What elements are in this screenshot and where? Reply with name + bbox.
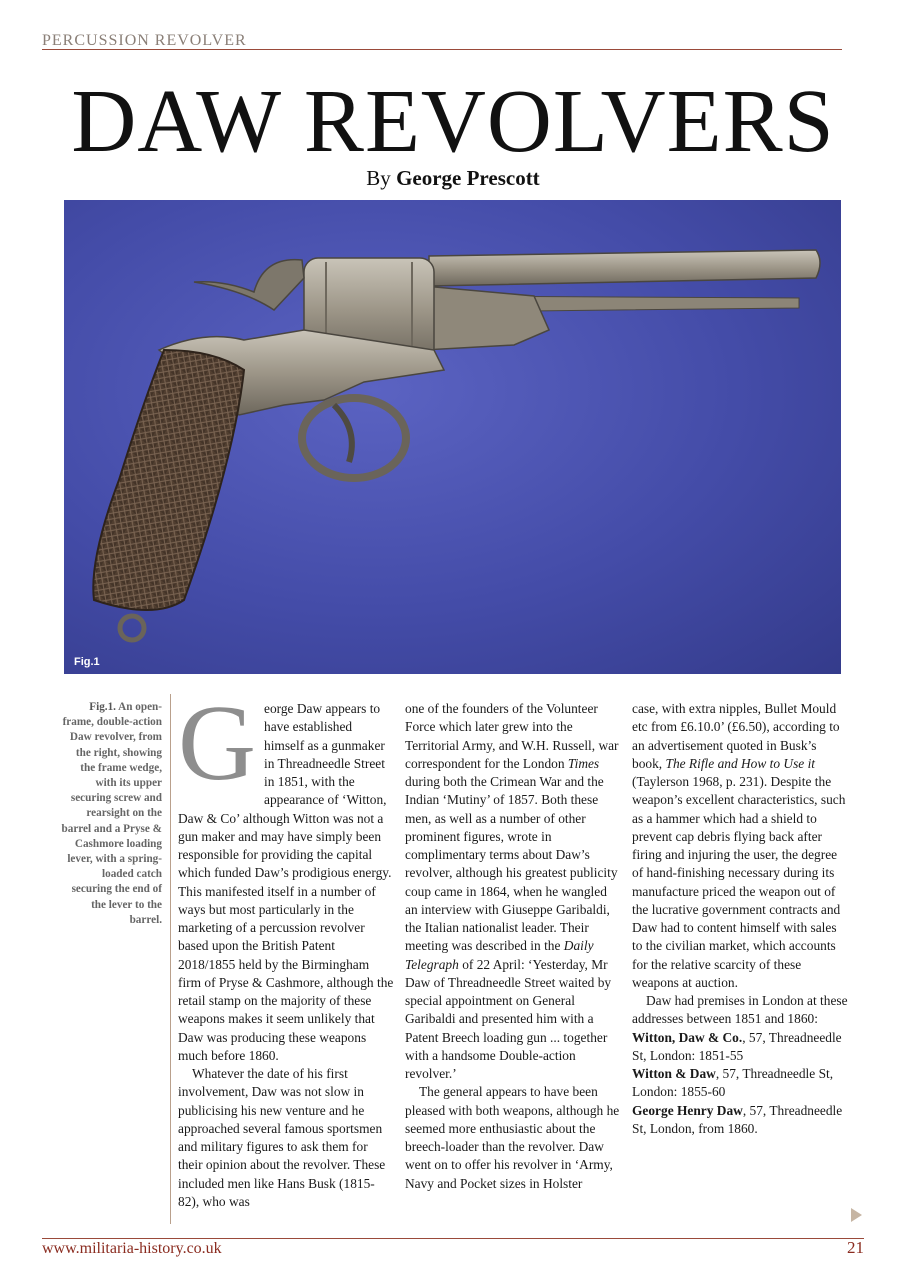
publication-title: Daily Telegraph bbox=[405, 938, 594, 972]
publication-title: Times bbox=[567, 755, 600, 771]
address-detail: , 57, Threadneedle St, London, from 1860. bbox=[632, 1102, 843, 1136]
paragraph-text: eorge Daw appears to have established himself as a gunmaker in Threadneedle Street in 1851, with the appearance of ‘Witton, Daw & Co’ although Witton was not a gun maker and may have simply been responsible for providing the capital which funded Daw’s prodigious energy. This manifested itself in a number of ways but most particularly in the marketing of a percussion revolver based upon the British Patent 2018/1855 held by the Birmingham firm of Pryse & Cashmore, although the retail stamp on the majority of these weapons makes it seem unlikely that Daw was producing these weapons much before 1860. bbox=[178, 701, 394, 1063]
article-title: DAW REVOLVERS bbox=[71, 72, 835, 171]
byline bbox=[0, 166, 906, 191]
address-name: George Henry Daw bbox=[632, 1102, 743, 1118]
caption-fig-number: Fig.1. bbox=[89, 701, 116, 713]
revolver-illustration bbox=[64, 200, 841, 674]
figure-label: Fig.1 bbox=[74, 656, 100, 668]
revolver-photo bbox=[64, 200, 841, 674]
continue-arrow-icon bbox=[851, 1208, 862, 1222]
checkered-grip bbox=[93, 350, 244, 610]
footer-divider bbox=[42, 1238, 864, 1239]
paragraph-text: during both the Crimean War and the Indian ‘Mutiny’ of 1857. Both these men, as well as a number of other prominent figures, wrote in complimentary terms about Daw’s revolver, although his greatest publicity coup came in 1864, when he wangled an interview with Giuseppe Garibaldi, the Italian nationalist leader. Their meeting was described in the bbox=[405, 774, 618, 954]
paragraph bbox=[632, 700, 848, 992]
address-entry bbox=[632, 1065, 848, 1102]
address-entry bbox=[632, 1102, 848, 1139]
caption-divider bbox=[170, 694, 171, 1224]
paragraph-text: (Taylerson 1968, p. 231). Despite the weapon’s excellent characteristics, such as a hammer which had a shield to prevent cap debris flying back after firing and injuring the user, the degree of hand-finishing necessary during its manufacture priced the weapon out of the lucrative government contracts and Daw had to content himself with sales to the civilian market, which accounts for the relative scarcity of these weapons at auction. bbox=[632, 774, 846, 990]
drop-cap: G bbox=[178, 684, 256, 803]
paragraph-text: case, with extra nipples, Bullet Mould etc from £6.10.0’ (£6.50), according to an advertisement quoted in Busk’s book, bbox=[632, 701, 840, 771]
lanyard-ring bbox=[120, 616, 144, 640]
paragraph: The general appears to have been pleased with both weapons, although he seemed more enthusiastic about the breech-loader than the revolver. Daw went on to offer his revolver in ‘Army, Navy and Pocket sizes in Holster bbox=[405, 1084, 620, 1191]
byline-author: George Prescott bbox=[396, 166, 540, 190]
trigger bbox=[334, 405, 352, 462]
paragraph bbox=[178, 684, 394, 1065]
address-detail: , 57, Threadneedle St, London: 1855-60 bbox=[632, 1066, 834, 1100]
footer-url-link[interactable]: www.militaria-history.co.uk bbox=[42, 1240, 222, 1257]
page-number: 21 bbox=[847, 1238, 864, 1257]
barrel bbox=[429, 250, 820, 286]
paragraph bbox=[405, 700, 621, 1083]
paragraph-text: one of the founders of the Volunteer Force which later grew into the Territorial Army, and W.H. Russell, war correspondent for the London bbox=[405, 701, 619, 771]
section-label: PERCUSSION REVOLVER bbox=[42, 32, 247, 49]
article-column-3 bbox=[632, 700, 848, 1138]
byline-prefix: By bbox=[366, 166, 391, 190]
hammer bbox=[194, 260, 304, 310]
caption-text: An open-frame, double-action Daw revolver, from the right, showing the frame wedge, with its upper securing screw and rearsight on the barrel and a Pryse & Cashmore loading lever, with a spring-loaded catch securing the end of the lever to the barrel. bbox=[61, 701, 162, 926]
article-column-1 bbox=[178, 684, 394, 1211]
article-column-2 bbox=[405, 700, 621, 1193]
paragraph: Daw had premises in London at these addresses between 1851 and 1860: bbox=[632, 993, 848, 1027]
address-name: Witton, Daw & Co. bbox=[632, 1029, 743, 1045]
address-entry bbox=[632, 1029, 848, 1066]
figure-caption bbox=[60, 700, 162, 928]
paragraph: Whatever the date of his first involvement, Daw was not slow in publicising his new venture and he approached several famous sportsmen and military figures to ask them for their opinion about the revolver. These included men like Hans Busk (1815-82), who was bbox=[178, 1066, 386, 1209]
header-divider bbox=[42, 49, 842, 50]
book-title: The Rifle and How to Use it bbox=[665, 755, 816, 771]
address-name: Witton & Daw bbox=[632, 1066, 716, 1081]
address-detail: , 57, Threadneedle St, London: 1851-55 bbox=[632, 1029, 842, 1063]
paragraph-text: of 22 April: ‘Yesterday, Mr Daw of Threadneedle Street waited by special appointment on General Garibaldi and presented him with a Patent Breech loading gun ... together with a handsome Double-action revolver.’ bbox=[405, 956, 612, 1081]
